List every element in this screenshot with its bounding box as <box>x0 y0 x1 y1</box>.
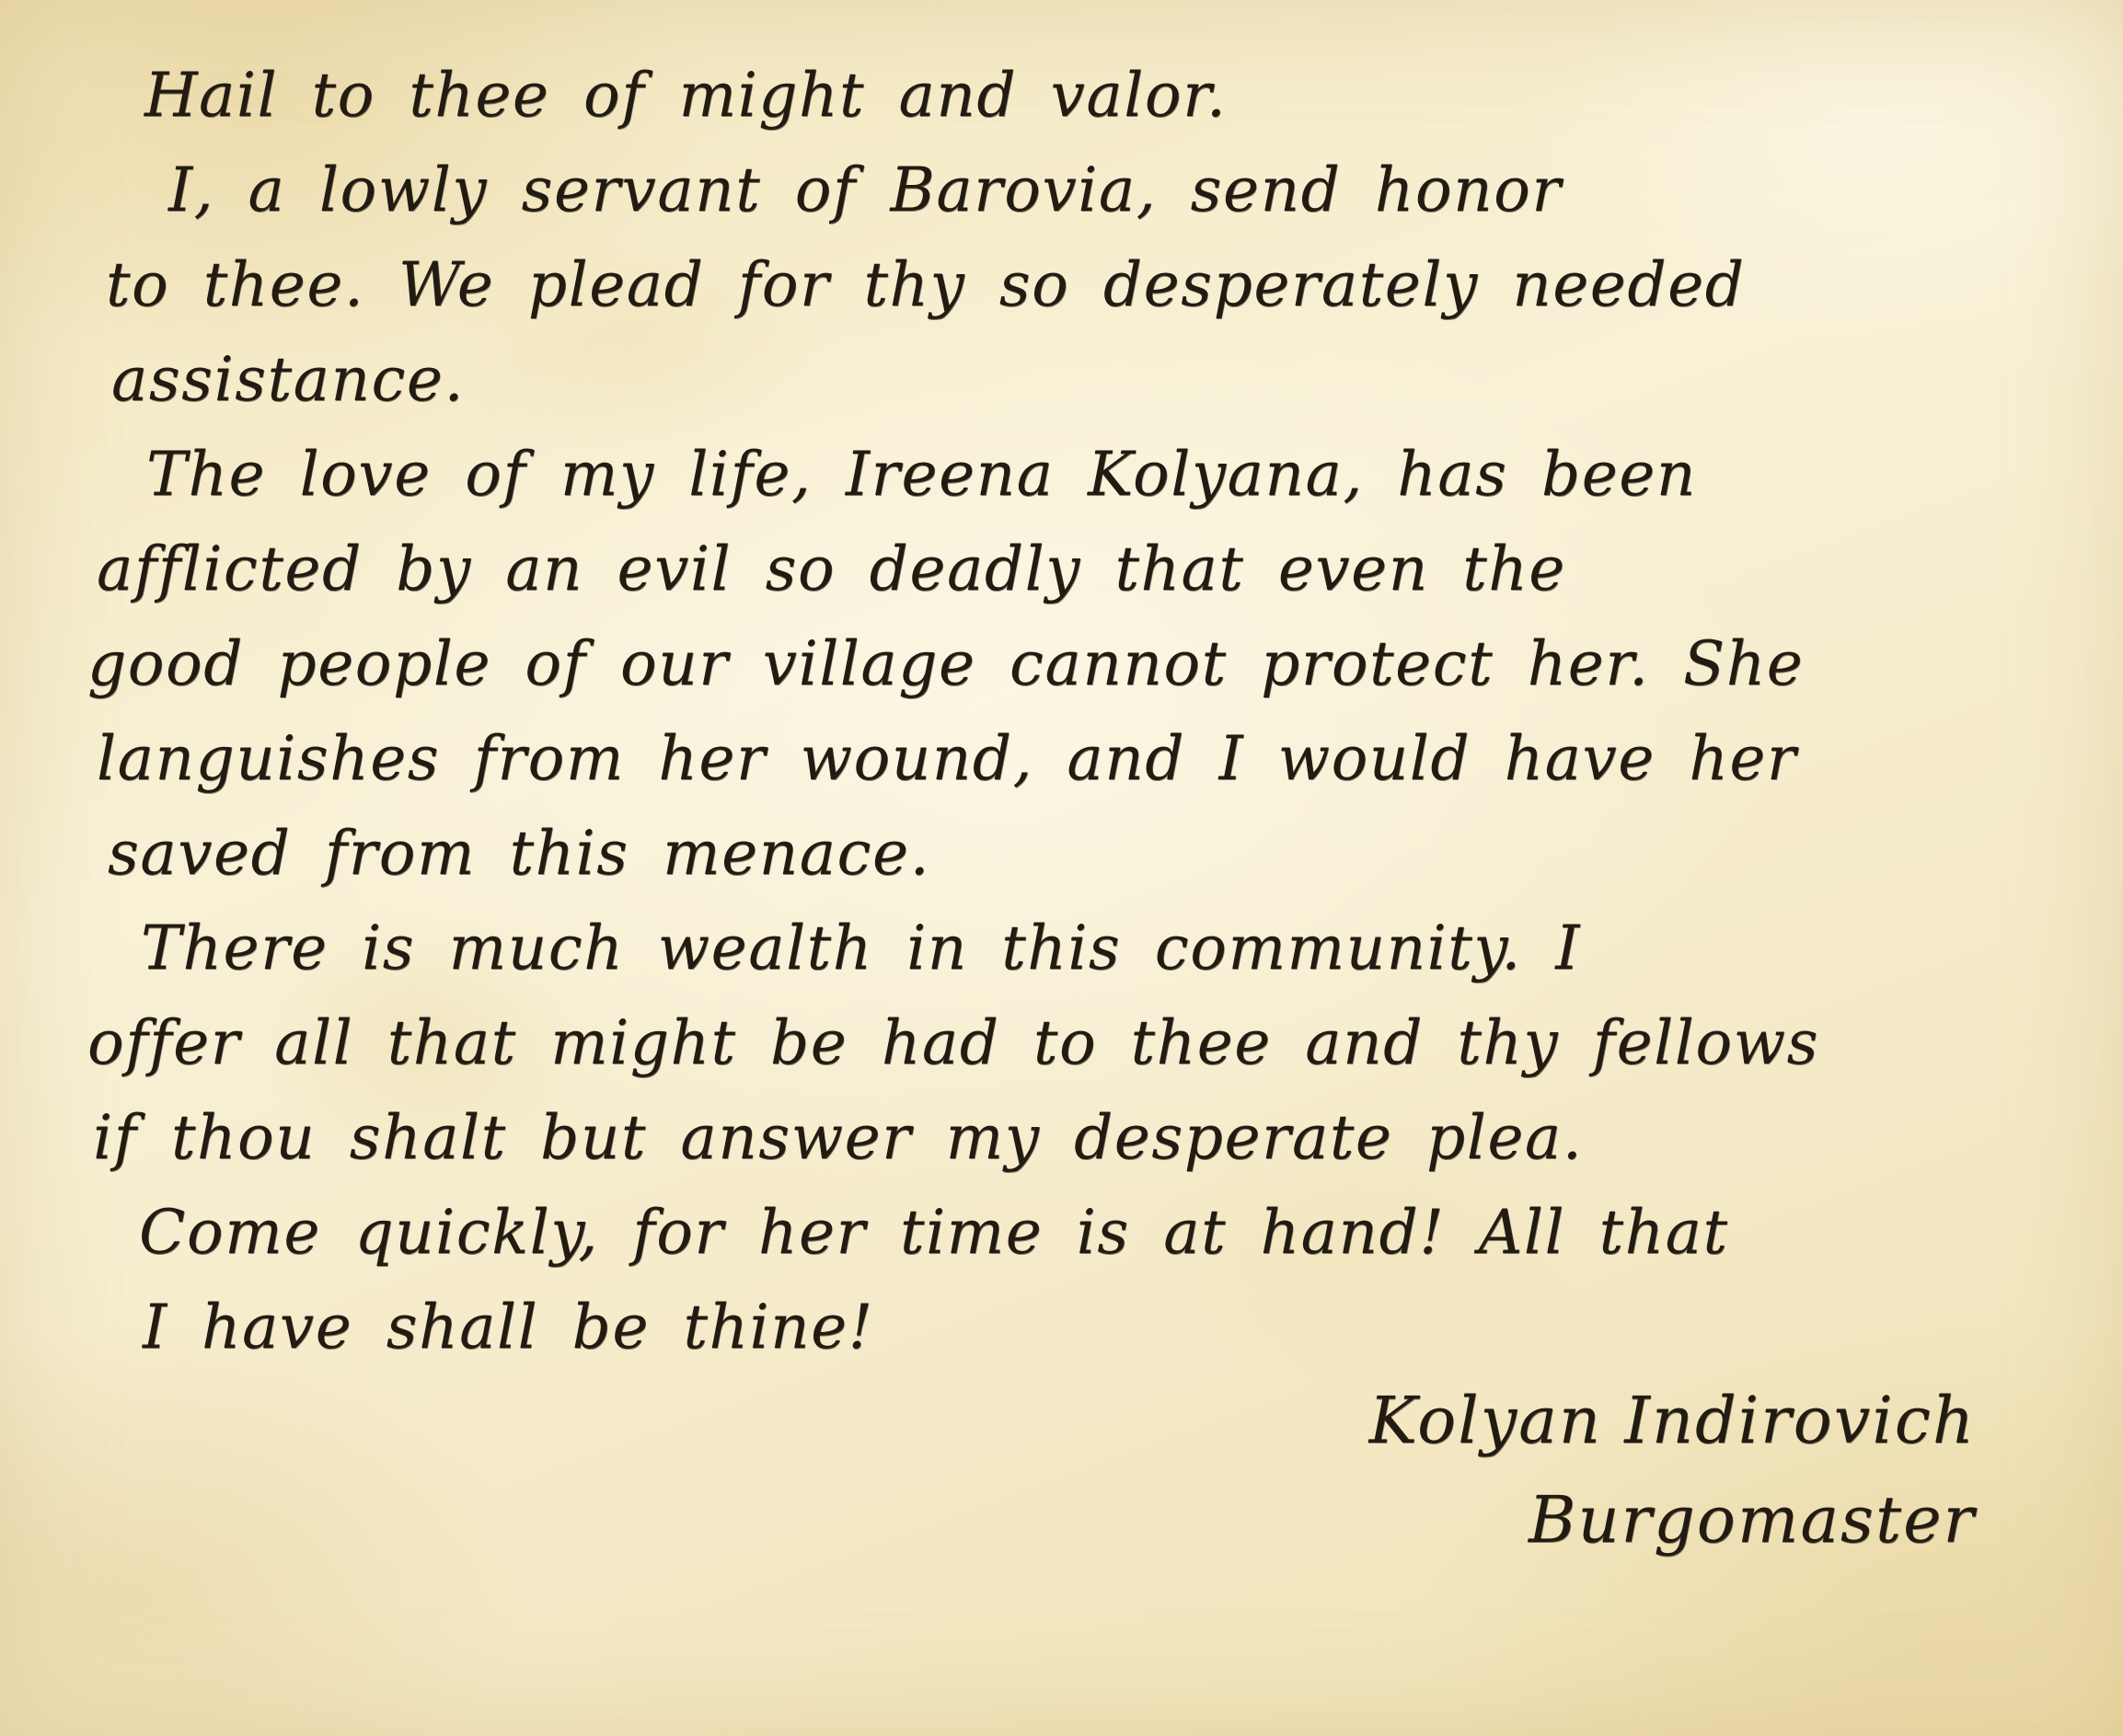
letter-line: Hail to thee of might and valor. <box>144 60 1228 131</box>
letter-line: afflicted by an evil so deadly that even the <box>97 534 1566 604</box>
letter-line: The love of my life, Ireena Kolyana, has been <box>146 439 1697 510</box>
letter-line: I have shall be thine! <box>143 1292 874 1362</box>
signature-title: Burgomaster <box>1529 1482 1976 1558</box>
signature-name: Kolyan Indirovich <box>1368 1383 1976 1458</box>
signature-block <box>1369 1371 1976 1569</box>
letter-line: offer all that might be had to thee and thy fellows <box>87 1007 1819 1078</box>
letter-line: good people of our village cannot protect her. She <box>87 628 1805 699</box>
letter-line: saved from this menace. <box>108 818 931 889</box>
letter-line: assistance. <box>111 344 465 415</box>
letter-body <box>87 48 2040 1374</box>
letter-line: Come quickly, for her time is at hand! All that <box>139 1197 1729 1268</box>
letter-line: I, a lowly servant of Barovia, send honor <box>168 155 1563 225</box>
letter-line: if thou shalt but answer my desperate plea. <box>93 1102 1584 1173</box>
letter-line: There is much wealth in this community. I <box>141 913 1581 983</box>
letter-line: to thee. We plead for thy so desperately needed <box>106 249 1746 320</box>
letter-line: languishes from her wound, and I would have her <box>97 723 1797 794</box>
